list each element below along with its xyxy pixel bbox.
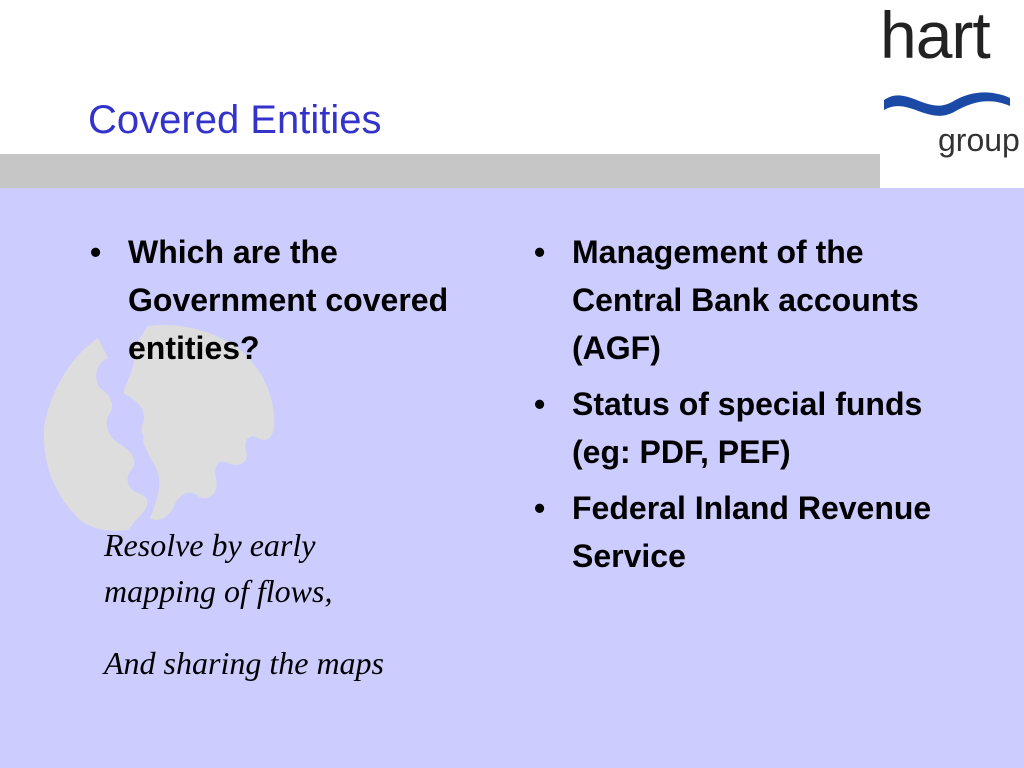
bullet-text: Management of the Central Bank accounts (AGF) [572, 234, 919, 366]
logo-wave-icon [882, 86, 1012, 120]
bullet-text: Status of special funds (eg: PDF, PEF) [572, 386, 923, 470]
bullet-text: Federal Inland Revenue Service [572, 490, 932, 574]
bullet-icon: • [534, 234, 546, 270]
bullet-icon: • [534, 490, 546, 526]
bullet-icon: • [90, 234, 102, 270]
list-item [528, 228, 958, 372]
list-item [528, 484, 958, 580]
logo-word-group: group [938, 122, 1020, 158]
bullet-icon: • [534, 386, 546, 422]
right-bullet-list [528, 228, 958, 588]
list-item [84, 228, 504, 372]
slide-title: Covered Entities [88, 98, 382, 142]
header-bar [0, 154, 880, 188]
bullet-text: Which are the Government covered entities? [128, 234, 449, 366]
list-item [528, 380, 958, 476]
hart-group-logo [876, 0, 1020, 168]
logo-word-hart: hart [880, 0, 990, 72]
left-bullet-list [84, 228, 504, 380]
note-resolve: Resolve by early mapping of flows, [104, 527, 333, 609]
note-sharing: And sharing the maps [104, 645, 384, 681]
